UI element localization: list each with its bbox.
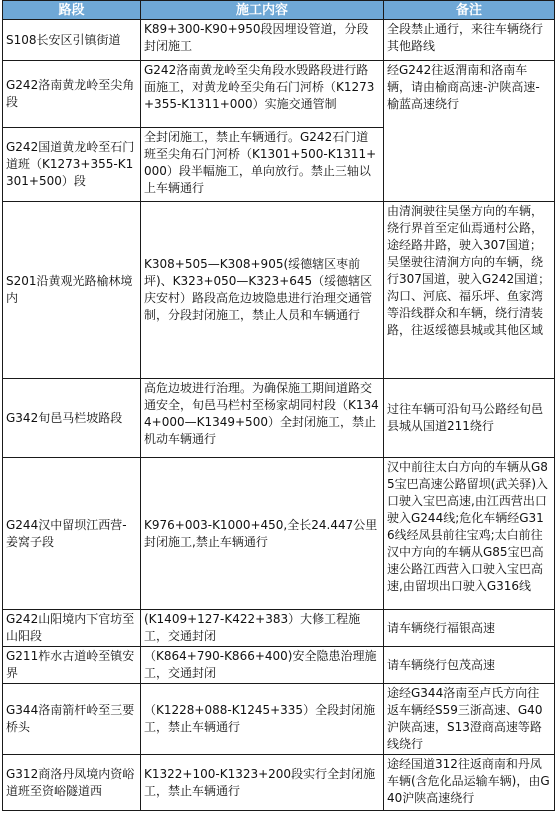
section-cell: G312商洛丹凤境内资峪道班至资峪隧道西 <box>3 755 141 811</box>
table-row <box>3 610 555 647</box>
header-content: 施工内容 <box>141 1 384 20</box>
content-cell: K976+003-K1000+450,全长24.447公里封闭施工,禁止车辆通行 <box>141 458 384 610</box>
note-cell: 过往车辆可沿旬马公路经旬邑县城从国道211绕行 <box>384 379 555 458</box>
note-cell: 途经G344洛南至卢氏方向往返车辆经S59三浙高速、G40沪陕高速，S13澄商高速等路线绕行 <box>384 684 555 755</box>
table-row <box>3 755 555 811</box>
content-cell: K89+300-K90+950段因埋设管道，分段封闭施工 <box>141 20 384 61</box>
section-cell: G344洛南箭杆岭至三要桥头 <box>3 684 141 755</box>
header-row <box>3 1 555 20</box>
content-cell: 全封闭施工，禁止车辆通行。G242石门道班至尖角石门河桥（K1301+500-K1311+000）段半幅施工，单向放行。禁止三轴以上车辆通行 <box>141 128 384 202</box>
header-note: 备注 <box>384 1 555 20</box>
note-cell: 途经国道312往返商南和丹凤车辆(含危化品运输车辆)，由G40沪陕高速绕行 <box>384 755 555 811</box>
table-row <box>3 202 555 379</box>
section-cell: G211柞水古道岭至镇安界 <box>3 647 141 684</box>
table-row <box>3 647 555 684</box>
section-cell: S201沿黄观光路榆林境内 <box>3 202 141 379</box>
note-cell: 汉中前往太白方向的车辆从G85宝巴高速公路留坝(武关驿)入口驶入宝巴高速,由江西营出口驶入G244线;危化车辆经G316线经凤县前往宝鸡;太白前往汉中方向的车辆从G85宝巴高速公路江西营入口驶入宝巴高速,由留坝出口驶入G316线 <box>384 458 555 610</box>
table-row <box>3 379 555 458</box>
note-cell: 请车辆绕行包茂高速 <box>384 647 555 684</box>
content-cell: K308+505—K308+905(绥德辖区枣前坪)、K323+050—K323+645（绥德辖区庆安村）路段高危边坡隐患进行治理交通管制，分段封闭施工，禁止人员和车辆通行 <box>141 202 384 379</box>
table-row <box>3 458 555 610</box>
note-cell: 请车辆绕行福银高速 <box>384 610 555 647</box>
content-cell: K1322+100-K1323+200段实行全封闭施工，禁止车辆通行 <box>141 755 384 811</box>
section-cell: G242山阳境内下官坊至山阳段 <box>3 610 141 647</box>
content-cell: （K1228+088-K1245+335）全段封闭施工，禁止车辆通行 <box>141 684 384 755</box>
header-section: 路段 <box>3 1 141 20</box>
note-cell: 经G242往返渭南和洛南车辆，请由榆商高速-沪陕高速-榆蓝高速绕行 <box>384 61 555 202</box>
section-cell: G242洛南黄龙岭至尖角段 <box>3 61 141 128</box>
table-row <box>3 61 555 128</box>
table-row <box>3 20 555 61</box>
section-cell: G242国道黄龙岭至石门道班（K1273+355-K1301+500）段 <box>3 128 141 202</box>
section-cell: G342旬邑马栏坡路段 <box>3 379 141 458</box>
note-cell: 全段禁止通行，来往车辆绕行其他路线 <box>384 20 555 61</box>
road-construction-table <box>2 0 555 811</box>
section-cell: G244汉中留坝江西营-姜窝子段 <box>3 458 141 610</box>
content-cell: （K864+790-K866+400)安全隐患治理施工，交通封闭 <box>141 647 384 684</box>
table-row <box>3 684 555 755</box>
note-cell: 由清涧驶往吴堡方向的车辆，绕行界首至定仙焉通村公路，途经路井路，驶入307国道；吴堡驶往清涧方向的车辆，绕行307国道，驶入G242国道；沟口、河底、福乐坪、鱼家湾等沿线群众和车辆，绕行清装路，往返绥德县城或其他区域 <box>384 202 555 379</box>
content-cell: (K1409+127-K422+383）大修工程施工，交通封闭 <box>141 610 384 647</box>
content-cell: G242洛南黄龙岭至尖角段水毁路段进行路面施工，对黄龙岭至尖角石门河桥（K1273+355-K1311+000）实施交通管制 <box>141 61 384 128</box>
section-cell: S108长安区引镇街道 <box>3 20 141 61</box>
content-cell: 高危边坡进行治理。为确保施工期间道路交通安全，旬邑马栏村至杨家胡同村段（K1344+000—K1349+500）全封闭施工，禁止机动车辆通行 <box>141 379 384 458</box>
